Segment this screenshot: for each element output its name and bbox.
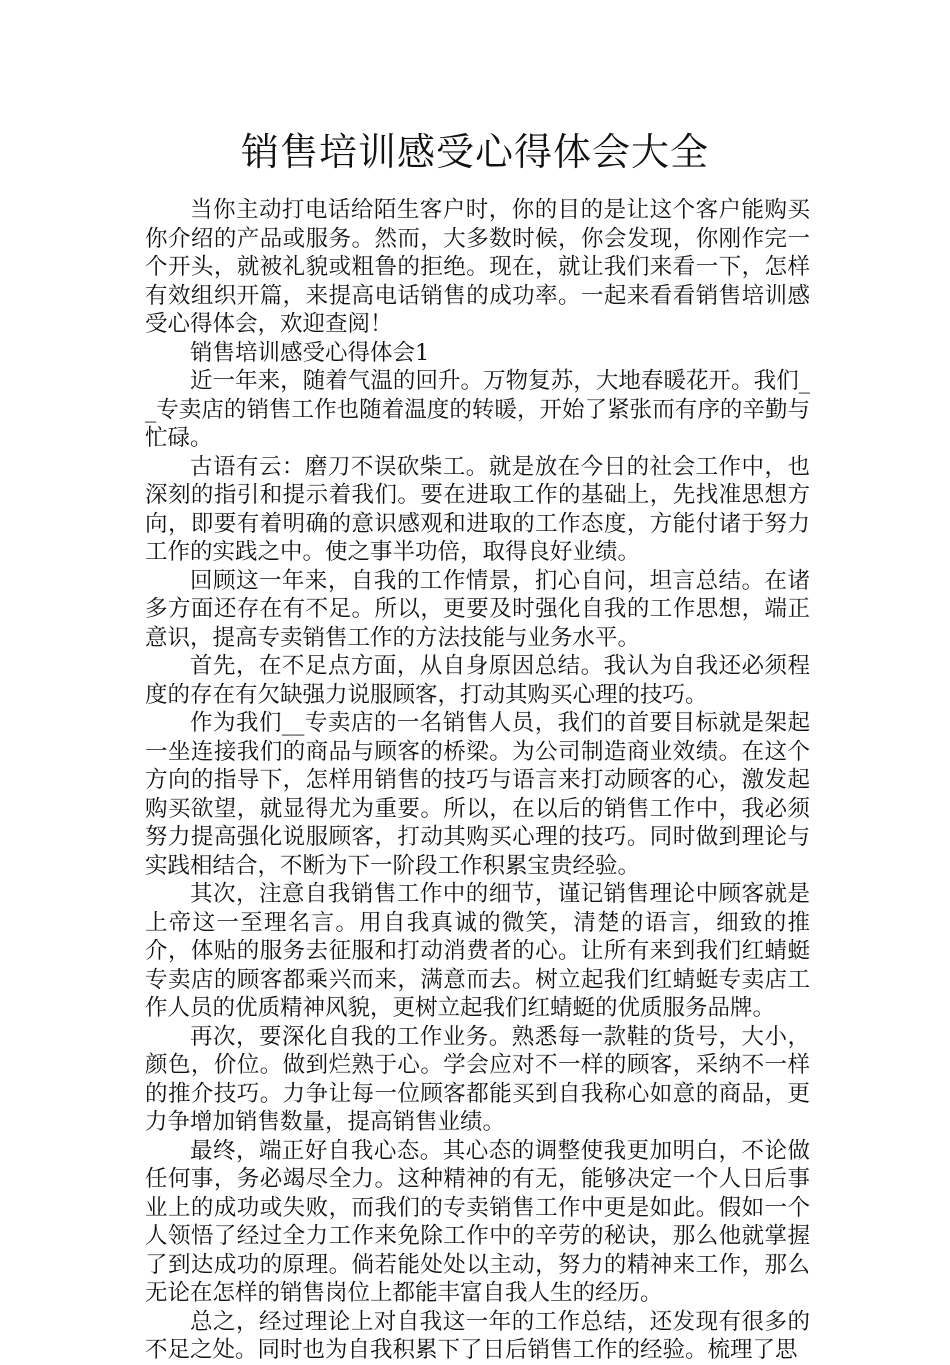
paragraph: 再次，要深化自我的工作业务。熟悉每一款鞋的货号，大小，颜色，价位。做到烂熟于心。学会应对不一样的顾客，采纳不一样的推介技巧。力争让每一位顾客都能买到自我称心如意的商品，更力争增加销售数量，提高销售业绩。 bbox=[145, 1023, 810, 1135]
paragraph: 其次，注意自我销售工作中的细节，谨记销售理论中顾客就是上帝这一至理名言。用自我真诚的微笑，清楚的语言，细致的推介，体贴的服务去征服和打动消费者的心。让所有来到我们红蜻蜓专卖店的顾客都乘兴而来，满意而去。树立起我们红蜻蜓专卖店工作人员的优质精神风貌，更树立起我们红蜻蜓的优质服务品牌。 bbox=[145, 881, 810, 1021]
paragraph: 回顾这一年来，自我的工作情景，扪心自问，坦言总结。在诸多方面还存在有不足。所以，更要及时强化自我的工作思想，端正意识，提高专卖销售工作的方法技能与业务水平。 bbox=[145, 567, 810, 651]
paragraph: 古语有云：磨刀不误砍柴工。就是放在今日的社会工作中，也深刻的指引和提示着我们。要在进取工作的基础上，先找准思想方向，即要有着明确的意识感观和进取的工作态度，方能付诸于努力工作的实践之中。使之事半功倍，取得良好业绩。 bbox=[145, 453, 810, 565]
paragraph: 首先，在不足点方面，从自身原因总结。我认为自我还必须程度的存在有欠缺强力说服顾客，打动其购买心理的技巧。 bbox=[145, 653, 810, 708]
document-body bbox=[145, 196, 810, 1365]
paragraph: 作为我们__专卖店的一名销售人员，我们的首要目标就是架起一坐连接我们的商品与顾客的桥梁。为公司制造商业效绩。在这个方向的指导下，怎样用销售的技巧与语言来打动顾客的心，激发起购买欲望，就显得尤为重要。所以，在以后的销售工作中，我必须努力提高强化说服顾客，打动其购买心理的技巧。同时做到理论与实践相结合，不断为下一阶段工作积累宝贵经验。 bbox=[145, 710, 810, 879]
paragraph: 近一年来，随着气温的回升。万物复苏，大地春暖花开。我们__专卖店的销售工作也随着温度的转暖，开始了紧张而有序的辛勤与忙碌。 bbox=[145, 368, 810, 451]
paragraph-intro: 当你主动打电话给陌生客户时，你的目的是让这个客户能购买你介绍的产品或服务。然而，大多数时候，你会发现，你刚作完一个开头，就被礼貌或粗鲁的拒绝。现在，就让我们来看一下，怎样有效组织开篇，来提高电话销售的成功率。一起来看看销售培训感受心得体会，欢迎查阅！ bbox=[145, 197, 810, 337]
section-heading: 销售培训感受心得体会1 bbox=[190, 339, 430, 366]
paragraph: 最终，端正好自我心态。其心态的调整使我更加明白，不论做任何事，务必竭尽全力。这种精神的有无，能够决定一个人日后事业上的成功或失败，而我们的专卖销售工作中更是如此。假如一个人领悟了经过全力工作来免除工作中的辛劳的秘诀，那么他就掌握了到达成功的原理。倘若能处处以主动，努力的精神来工作，那么无论在怎样的销售岗位上都能丰富自我人生的经历。 bbox=[145, 1137, 810, 1306]
document-title: 销售培训感受心得体会大全 bbox=[240, 130, 709, 174]
paragraph-truncated: 总之，经过理论上对自我这一年的工作总结，还发现有很多的不足之处。同时也为自我积累下了日后销售工作的经验。梳理了思 bbox=[145, 1308, 810, 1363]
